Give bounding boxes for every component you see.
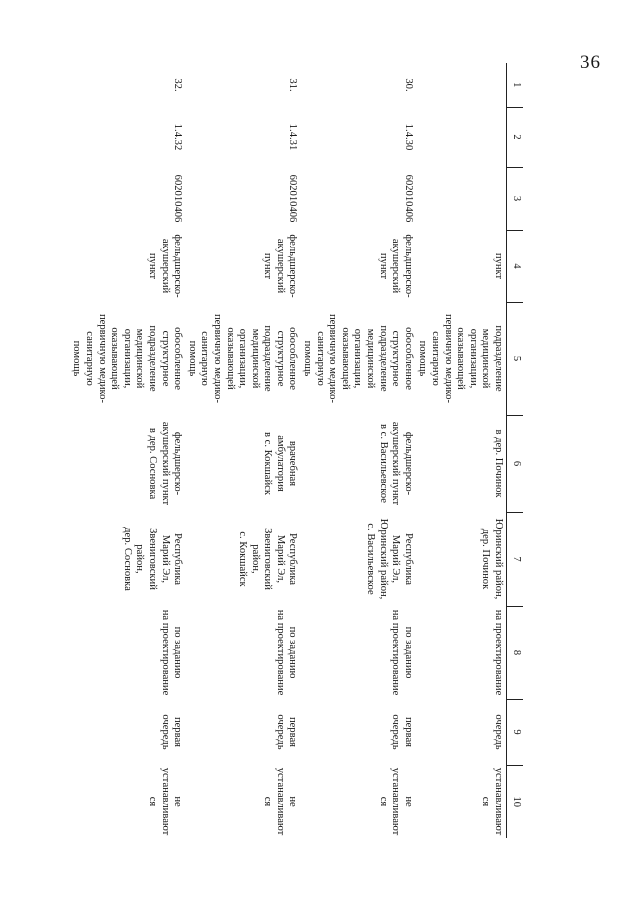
column-number-cell: 8: [507, 606, 524, 699]
column-number-cell: 6: [507, 415, 524, 512]
object-code-cell: 1.4.32: [172, 123, 184, 151]
object-zones-cell: устанавливаются: [480, 767, 504, 836]
object-name-cell: фельдшерско- акушерский пункт в с. Васильевское: [377, 421, 414, 506]
column-number-cell: 7: [507, 512, 524, 606]
object-status-cell: по заданию на проектирование: [159, 609, 184, 696]
classifier-code-cell: 602010406: [172, 174, 184, 223]
object-name-cell: в дер. Починок: [493, 429, 504, 498]
row-number-cell: 31.: [287, 78, 299, 92]
column-number-row: [507, 63, 524, 838]
object-type-cell: пункт: [493, 252, 504, 280]
objects-table: [70, 63, 523, 838]
column-number-cell: 4: [507, 230, 524, 302]
page-number: 36: [580, 52, 601, 73]
object-code-cell: 1.4.31: [287, 123, 299, 151]
column-number-cell: 2: [507, 107, 524, 167]
object-stage-cell: первая очередь: [159, 714, 184, 750]
object-code-cell: 1.4.30: [402, 123, 414, 151]
object-name-cell: врачебная амбулатория в с. Кокшайск: [262, 431, 299, 495]
row-number-cell: [416, 63, 507, 107]
object-status-cell: на проектирование: [493, 609, 504, 696]
object-description-cell: обособленное структурное подразделение медицинской организации, оказывающей первичную медико- санитарную помощь: [71, 314, 184, 403]
column-number-cell: 5: [507, 302, 524, 415]
object-description-cell: обособленное структурное подразделение медицинской организации, оказывающей первичную медико- санитарную помощь: [302, 314, 414, 403]
object-code-cell: [416, 107, 507, 167]
classifier-code-cell: 602010406: [287, 174, 299, 223]
object-name-cell: фельдшерско- акушерский пункт в дер. Сосновка: [146, 421, 184, 506]
object-type-cell: фельдшерско- акушерский пункт: [377, 234, 414, 298]
object-description-cell: обособленное структурное подразделение медицинской организации, оказывающей первичную медико- санитарную помощь: [186, 314, 299, 403]
object-description-cell: подразделение медицинской организации, оказывающей первичную медико- санитарную помощь: [417, 314, 504, 403]
object-stage-cell: первая очередь: [274, 714, 299, 750]
object-type-cell: фельдшерско- акушерский пункт: [146, 234, 184, 298]
column-number-cell: 9: [507, 699, 524, 765]
column-number-cell: 3: [507, 167, 524, 230]
object-stage-cell: очередь: [493, 714, 504, 750]
classifier-code-cell: [416, 167, 507, 230]
table-row: [301, 63, 416, 838]
object-location-cell: Республика Марий Эл, Звениговский район, с. Кокшайск: [237, 528, 299, 590]
rotated-table-sheet: [71, 63, 523, 838]
table-row: [185, 63, 300, 838]
classifier-code-cell: 602010406: [402, 174, 414, 223]
object-status-cell: по заданию на проектирование: [390, 609, 414, 696]
object-location-cell: Юринский район, дер. Починок: [480, 518, 504, 600]
column-number-cell: 10: [507, 765, 524, 838]
object-zones-cell: не устанавливаются: [146, 767, 184, 836]
object-location-cell: Республика Марий Эл, Юринский район, с. Васильевское: [365, 518, 414, 600]
row-number-cell: 32.: [172, 78, 184, 92]
object-zones-cell: не устанавливаются: [262, 767, 299, 836]
row-number-cell: 30.: [402, 78, 414, 92]
object-status-cell: по заданию на проектирование: [274, 609, 299, 696]
table-row: [416, 63, 507, 838]
object-location-cell: Республика Марий Эл, Звениговский район, дер. Сосновка: [121, 527, 184, 591]
object-zones-cell: не устанавливаются: [377, 767, 414, 836]
table-row: [70, 63, 185, 838]
object-stage-cell: первая очередь: [390, 714, 414, 750]
object-type-cell: фельдшерско- акушерский пункт: [262, 234, 299, 298]
column-number-cell: 1: [507, 63, 524, 107]
